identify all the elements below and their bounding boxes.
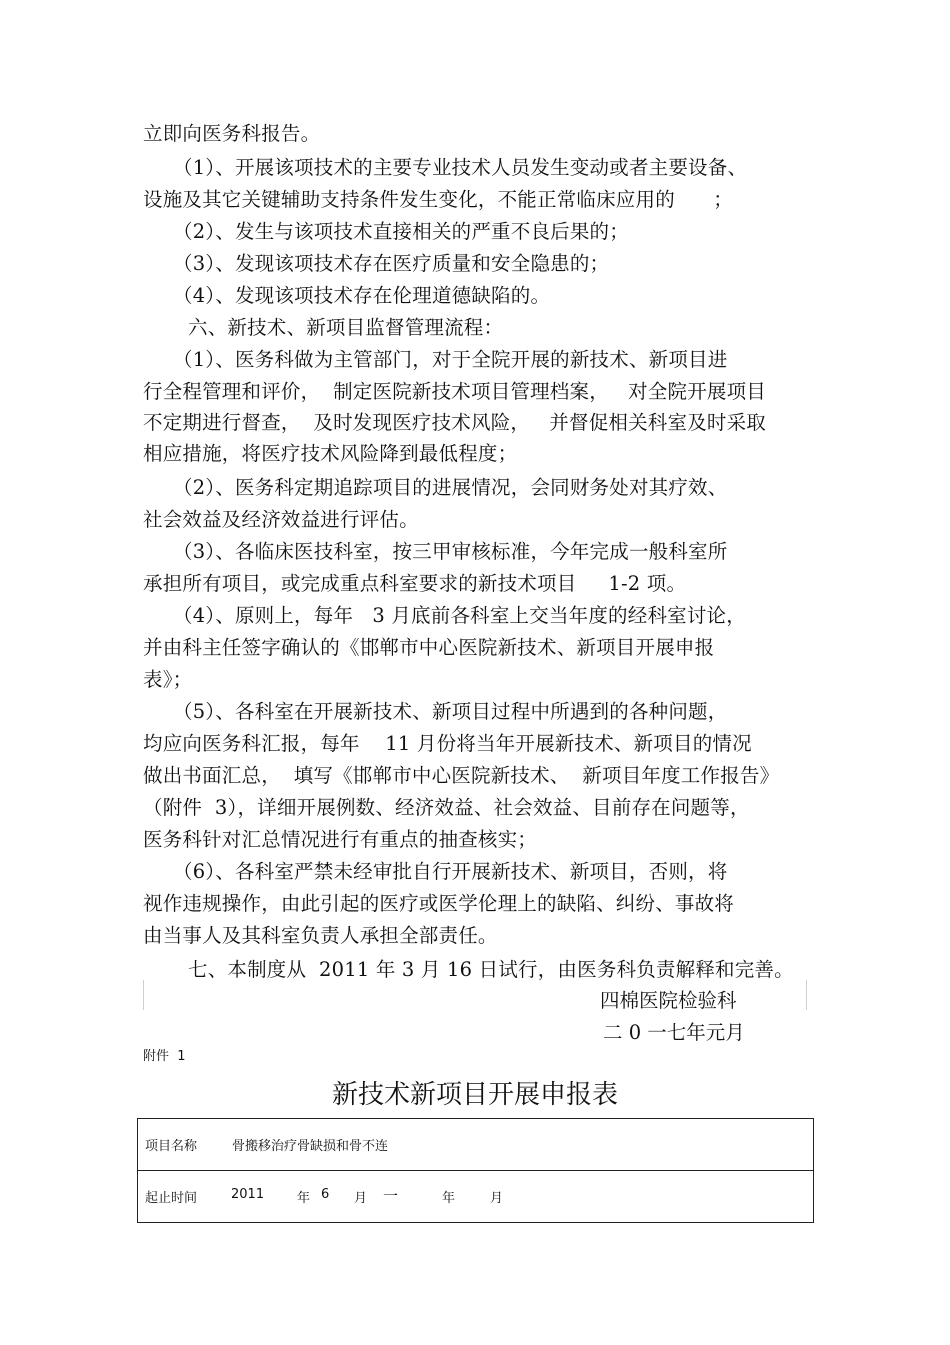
application-form-table <box>137 1118 814 1223</box>
end-year-char: 年 <box>442 1191 456 1206</box>
range-dash: 一 <box>383 1187 399 1205</box>
body-line: （3）、发现该项技术存在医疗质量和安全隐患的； <box>173 252 610 275</box>
body-line: 由当事人及其科室负责人承担全部责任。 <box>143 924 498 947</box>
project-name-label: 项目名称 <box>145 1139 198 1154</box>
body-line: 做出书面汇总， 填写《邯郸市中心医院新技术、 新项目年度工作报告》 <box>143 764 780 787</box>
body-line: 设施及其它关键辅助支持条件发生变化，不能正常临床应用的 ； <box>143 188 733 211</box>
section-heading: 七、本制度从 2011 年 3 月 16 日试行，由医务科负责解释和完善。 <box>188 958 794 981</box>
body-line: （1）、医务科做为主管部门，对于全院开展的新技术、新项目进 <box>173 348 728 371</box>
body-line: （6）、各科室严禁未经审批自行开展新技术、新项目，否则，将 <box>173 860 728 883</box>
body-line: （1）、开展该项技术的主要专业技术人员发生变动或者主要设备、 <box>173 156 748 179</box>
month-char: 月 <box>354 1191 368 1206</box>
body-line: 社会效益及经济效益进行评估。 <box>143 508 419 531</box>
scan-mark <box>806 980 807 1010</box>
table-row <box>138 1119 814 1171</box>
section-heading: 六、新技术、新项目监督管理流程： <box>188 316 504 339</box>
table-row <box>138 1171 814 1223</box>
body-line: （2）、发生与该项技术直接相关的严重不良后果的； <box>173 220 629 243</box>
body-line: 立即向医务科报告。 <box>143 122 321 145</box>
body-line: （2）、医务科定期追踪项目的进展情况，会同财务处对其疗效、 <box>173 476 728 499</box>
start-month: 6 <box>321 1187 330 1202</box>
body-line: 承担所有项目，或完成重点科室要求的新技术项目 1-2 项。 <box>143 572 687 595</box>
period-label: 起止时间 <box>145 1191 198 1206</box>
attachment-label: 附件 1 <box>143 1049 186 1064</box>
body-line: （4）、发现该项技术存在伦理道德缺陷的。 <box>173 284 551 307</box>
year-char: 年 <box>297 1191 311 1206</box>
body-line: 医务科针对汇总情况进行有重点的抽查核实； <box>143 828 538 851</box>
body-line: （3）、各临床医技科室，按三甲审核标准，今年完成一般科室所 <box>173 540 728 563</box>
form-title: 新技术新项目开展申报表 <box>331 1080 618 1110</box>
body-line: 并由科主任签字确认的《邯郸市中心医院新技术、新项目开展申报 <box>143 636 715 659</box>
body-line: 不定期进行督查， 及时发现医疗技术风险， 并督促相关科室及时采取 <box>143 411 766 434</box>
signature-org: 四棉医院检验科 <box>600 989 737 1012</box>
scan-mark <box>143 980 144 1010</box>
project-name-value: 骨搬移治疗骨缺损和骨不连 <box>232 1139 389 1154</box>
body-line: （附件 3），详细开展例数、经济效益、社会效益、目前存在问题等， <box>143 796 750 819</box>
body-line: （4）、原则上，每年 3 月底前各科室上交当年度的经科室讨论， <box>173 604 746 627</box>
end-month-char: 月 <box>490 1191 504 1206</box>
table-cell <box>138 1171 814 1223</box>
body-line: 均应向医务科汇报，每年 11 月份将当年开展新技术、新项目的情况 <box>143 732 752 755</box>
body-line: 行全程管理和评价， 制定医院新技术项目管理档案， 对全院开展项目 <box>143 380 766 403</box>
body-line: 视作违规操作，由此引起的医疗或医学伦理上的缺陷、纠纷、事故将 <box>143 892 735 915</box>
body-line: （5）、各科室在开展新技术、新项目过程中所遇到的各种问题， <box>173 700 728 723</box>
table-cell <box>138 1119 814 1171</box>
start-year: 2011 <box>231 1187 265 1202</box>
body-line: 表》； <box>143 668 193 691</box>
signature-date: 二 0 一七年元月 <box>603 1021 745 1044</box>
body-line: 相应措施，将医疗技术风险降到最低程度； <box>143 442 518 465</box>
